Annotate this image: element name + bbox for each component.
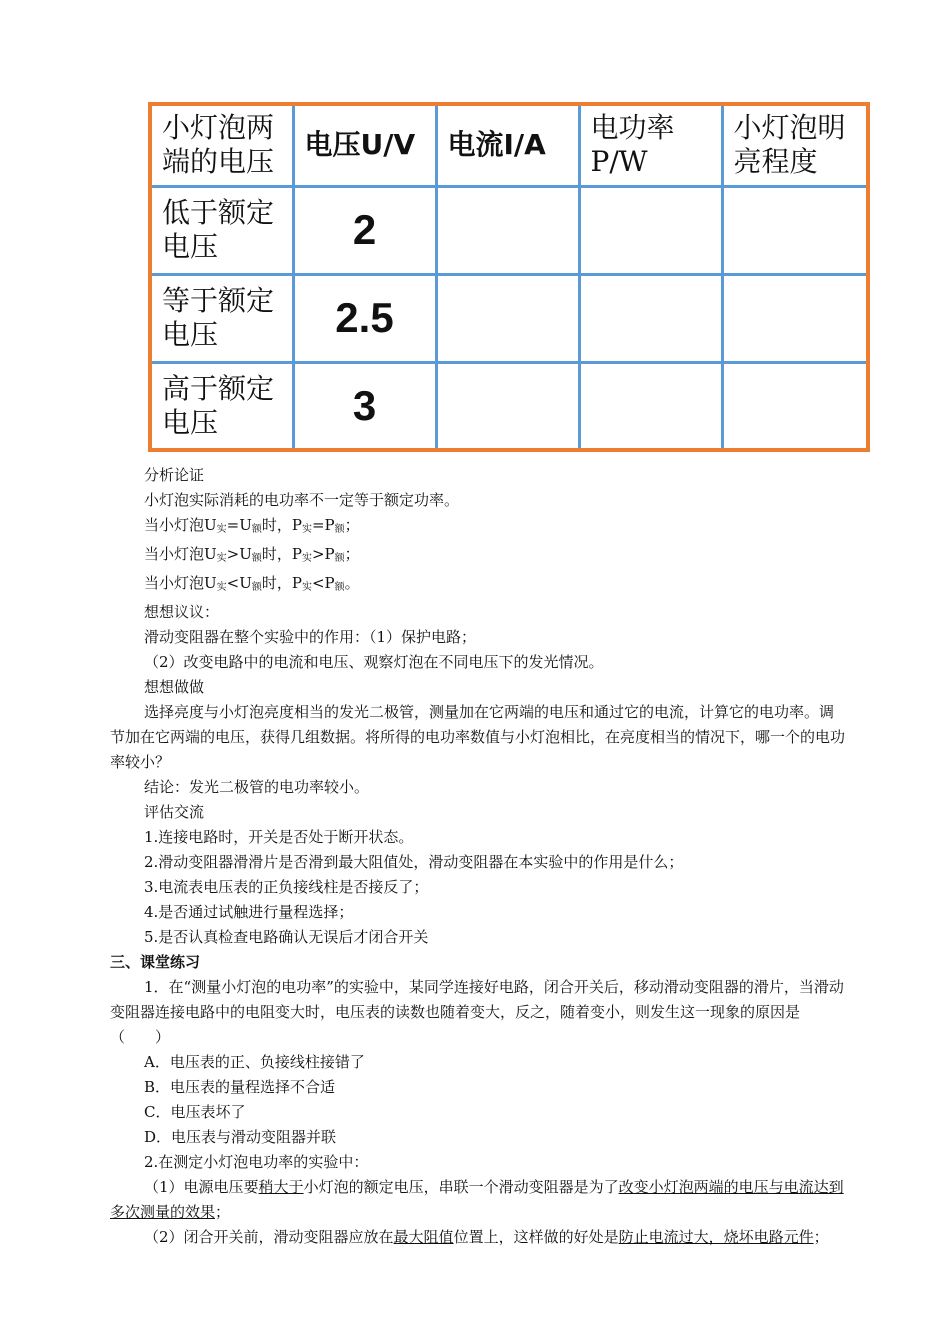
row-label: 等于额定电压 <box>150 274 293 362</box>
empty-cell <box>579 362 722 450</box>
question-1: 1．在“测量小灯泡的电功率”的实验中，某同学连接好电路，闭合开关后，移动滑动变阻器的滑片，当滑动变阻器连接电路中的电阻变大时，电压表的读数也随着变大，反之，随着变小，则发生这一现象的原因是（ ） <box>110 978 844 1046</box>
option-c: C．电压表坏了 <box>144 1103 246 1121</box>
analysis-line: 小灯泡实际消耗的电功率不一定等于额定功率。 <box>144 491 460 509</box>
analysis-case: 当小灯泡$U_实>U_额$时，$P_实>P_额$； <box>144 545 360 564</box>
analysis-case: 当小灯泡$U_实<U_额$时，$P_实<P_额$。 <box>144 574 360 593</box>
empty-cell <box>579 186 722 274</box>
table-row <box>150 274 868 362</box>
row-label: 高于额定电压 <box>150 362 293 450</box>
option-d: D．电压表与滑动变阻器并联 <box>144 1128 337 1146</box>
question-2-part-2: （2）闭合开关前，滑动变阻器应放在最大阻值位置上，这样做的好处是防止电流过大，烧坏电路元件； <box>144 1228 829 1246</box>
discussion-line: （2）改变电路中的电流和电压、观察灯泡在不同电压下的发光情况。 <box>144 653 604 671</box>
question-2: 2.在测定小灯泡电功率的实验中： <box>144 1153 369 1171</box>
section-heading: 三、课堂练习 <box>110 953 201 971</box>
header-cell: 电流I/A <box>436 104 579 186</box>
evaluate-item: 2.滑动变阻器滑滑片是否滑到最大阻值处，滑动变阻器在本实验中的作用是什么； <box>144 853 684 871</box>
document-body <box>110 463 845 1250</box>
question-2-part-1: （1）电源电压要稍大于小灯泡的额定电压，串联一个滑动变阻器是为了改变小灯泡两端的电压与电流达到多次测量的效果； <box>110 1178 844 1221</box>
empty-cell <box>436 362 579 450</box>
table-row <box>150 186 868 274</box>
discussion-title: 想想议议： <box>144 603 220 621</box>
empty-cell <box>722 274 868 362</box>
header-cell: 电压U/V <box>293 104 436 186</box>
practice-conclusion: 结论：发光二极管的电功率较小。 <box>144 778 370 796</box>
evaluate-item: 4.是否通过试触进行量程选择； <box>144 903 354 921</box>
table-row <box>150 362 868 450</box>
row-label: 低于额定电压 <box>150 186 293 274</box>
evaluate-item: 3.电流表电压表的正负接线柱是否接反了； <box>144 878 429 896</box>
voltage-value: 2.5 <box>293 274 436 362</box>
voltage-value: 2 <box>293 186 436 274</box>
empty-cell <box>436 274 579 362</box>
empty-cell <box>722 362 868 450</box>
analysis-case: 当小灯泡$U_实=U_额$时，$P_实=P_额$； <box>144 516 360 535</box>
header-cell: 电功率P/W <box>579 104 722 186</box>
header-cell: 小灯泡明亮程度 <box>722 104 868 186</box>
option-a: A．电压表的正、负接线柱接错了 <box>144 1053 365 1071</box>
practice-paragraph: 选择亮度与小灯泡亮度相当的发光二极管，测量加在它两端的电压和通过它的电流，计算它的电功率。调节加在它两端的电压，获得几组数据。将所得的电功率数值与小灯泡相比，在亮度相当的情况下，哪一个的电功率较小？ <box>110 703 846 771</box>
analysis-title: 分析论证 <box>144 466 205 484</box>
empty-cell <box>436 186 579 274</box>
evaluate-item: 1.连接电路时，开关是否处于断开状态。 <box>144 828 414 846</box>
discussion-line: 滑动变阻器在整个实验中的作用：（1）保护电路； <box>144 628 477 646</box>
evaluate-item: 5.是否认真检查电路确认无误后才闭合开关 <box>144 928 429 946</box>
empty-cell <box>722 186 868 274</box>
voltage-value: 3 <box>293 362 436 450</box>
option-b: B．电压表的量程选择不合适 <box>144 1078 336 1096</box>
empty-cell <box>579 274 722 362</box>
data-table <box>148 102 870 452</box>
table-header-row <box>150 104 868 186</box>
header-cell: 小灯泡两端的电压 <box>150 104 293 186</box>
evaluate-title: 评估交流 <box>144 803 205 821</box>
practice-title: 想想做做 <box>144 678 205 696</box>
